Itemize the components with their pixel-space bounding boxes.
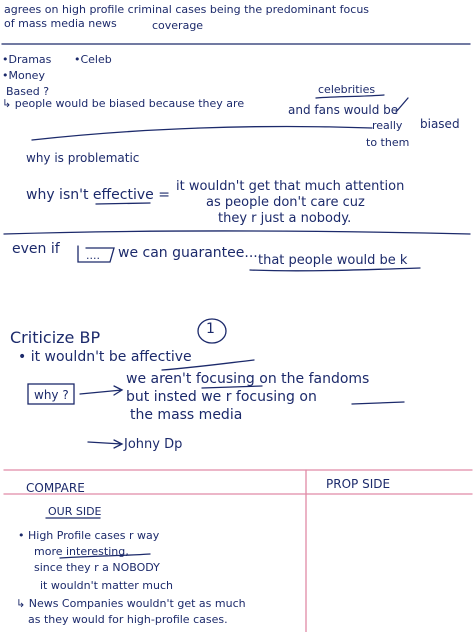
prop-side-header: PROP SIDE [326,477,391,491]
answer-line-1: it wouldn't get that much attention [176,179,405,194]
our-point-2: ↳ News Companies wouldn't get as much [16,597,246,610]
reason-line-1: we aren't focusing on the fandoms [126,371,370,387]
example-name: Johny Dp [124,437,183,452]
our-point-1: • High Profile cases r way [18,529,160,542]
our-point-2b: as they would for high-profile cases. [28,613,228,626]
biased-word: biased [420,117,460,131]
our-point-1d: it wouldn't matter much [40,579,173,592]
based-question: Based ? [6,85,50,98]
why-box-label: why ? [34,388,69,402]
reason-line-2: but insted we r focusing on [126,389,317,405]
why-isnt-effective: why isn't effective = [26,187,170,203]
bullet-dramas: •Dramas [2,53,52,66]
criticize-title: Criticize BP [10,328,101,347]
header-line-1: agrees on high profile criminal cases being the predominant focus [4,3,370,16]
answer-line-2: as people don't care cuz [206,195,365,210]
reason-line-3: the mass media [130,407,243,423]
people-biased-line: ↳ people would be biased because they are [2,97,245,110]
our-side-label: OUR SIDE [48,505,102,518]
even-if-blank: .... [86,249,100,262]
circled-number: 1 [206,321,215,337]
our-point-1b: more interesting, [34,545,129,558]
answer-line-3: they r just a nobody. [218,211,352,226]
why-is-problematic: why is problematic [26,151,140,165]
criticize-point: • it wouldn't be affective [18,349,192,365]
celebrities-word: celebrities [318,83,376,96]
fans-would-be-line: and fans would be [288,103,399,117]
even-if-follow: that people would be k [258,253,408,268]
our-point-1c: since they r a NOBODY [34,561,160,574]
compare-header: COMPARE [26,481,85,495]
even-if-label: even if [12,241,60,257]
even-if-rest: we can guarantee... [118,245,258,261]
header-line-2b: coverage [152,19,204,32]
really-word: really [372,119,403,132]
bullet-money: •Money [2,69,45,82]
to-them-word: to them [366,136,410,149]
header-line-2a: of mass media news [4,17,117,30]
bullet-celeb: •Celeb [74,53,112,66]
